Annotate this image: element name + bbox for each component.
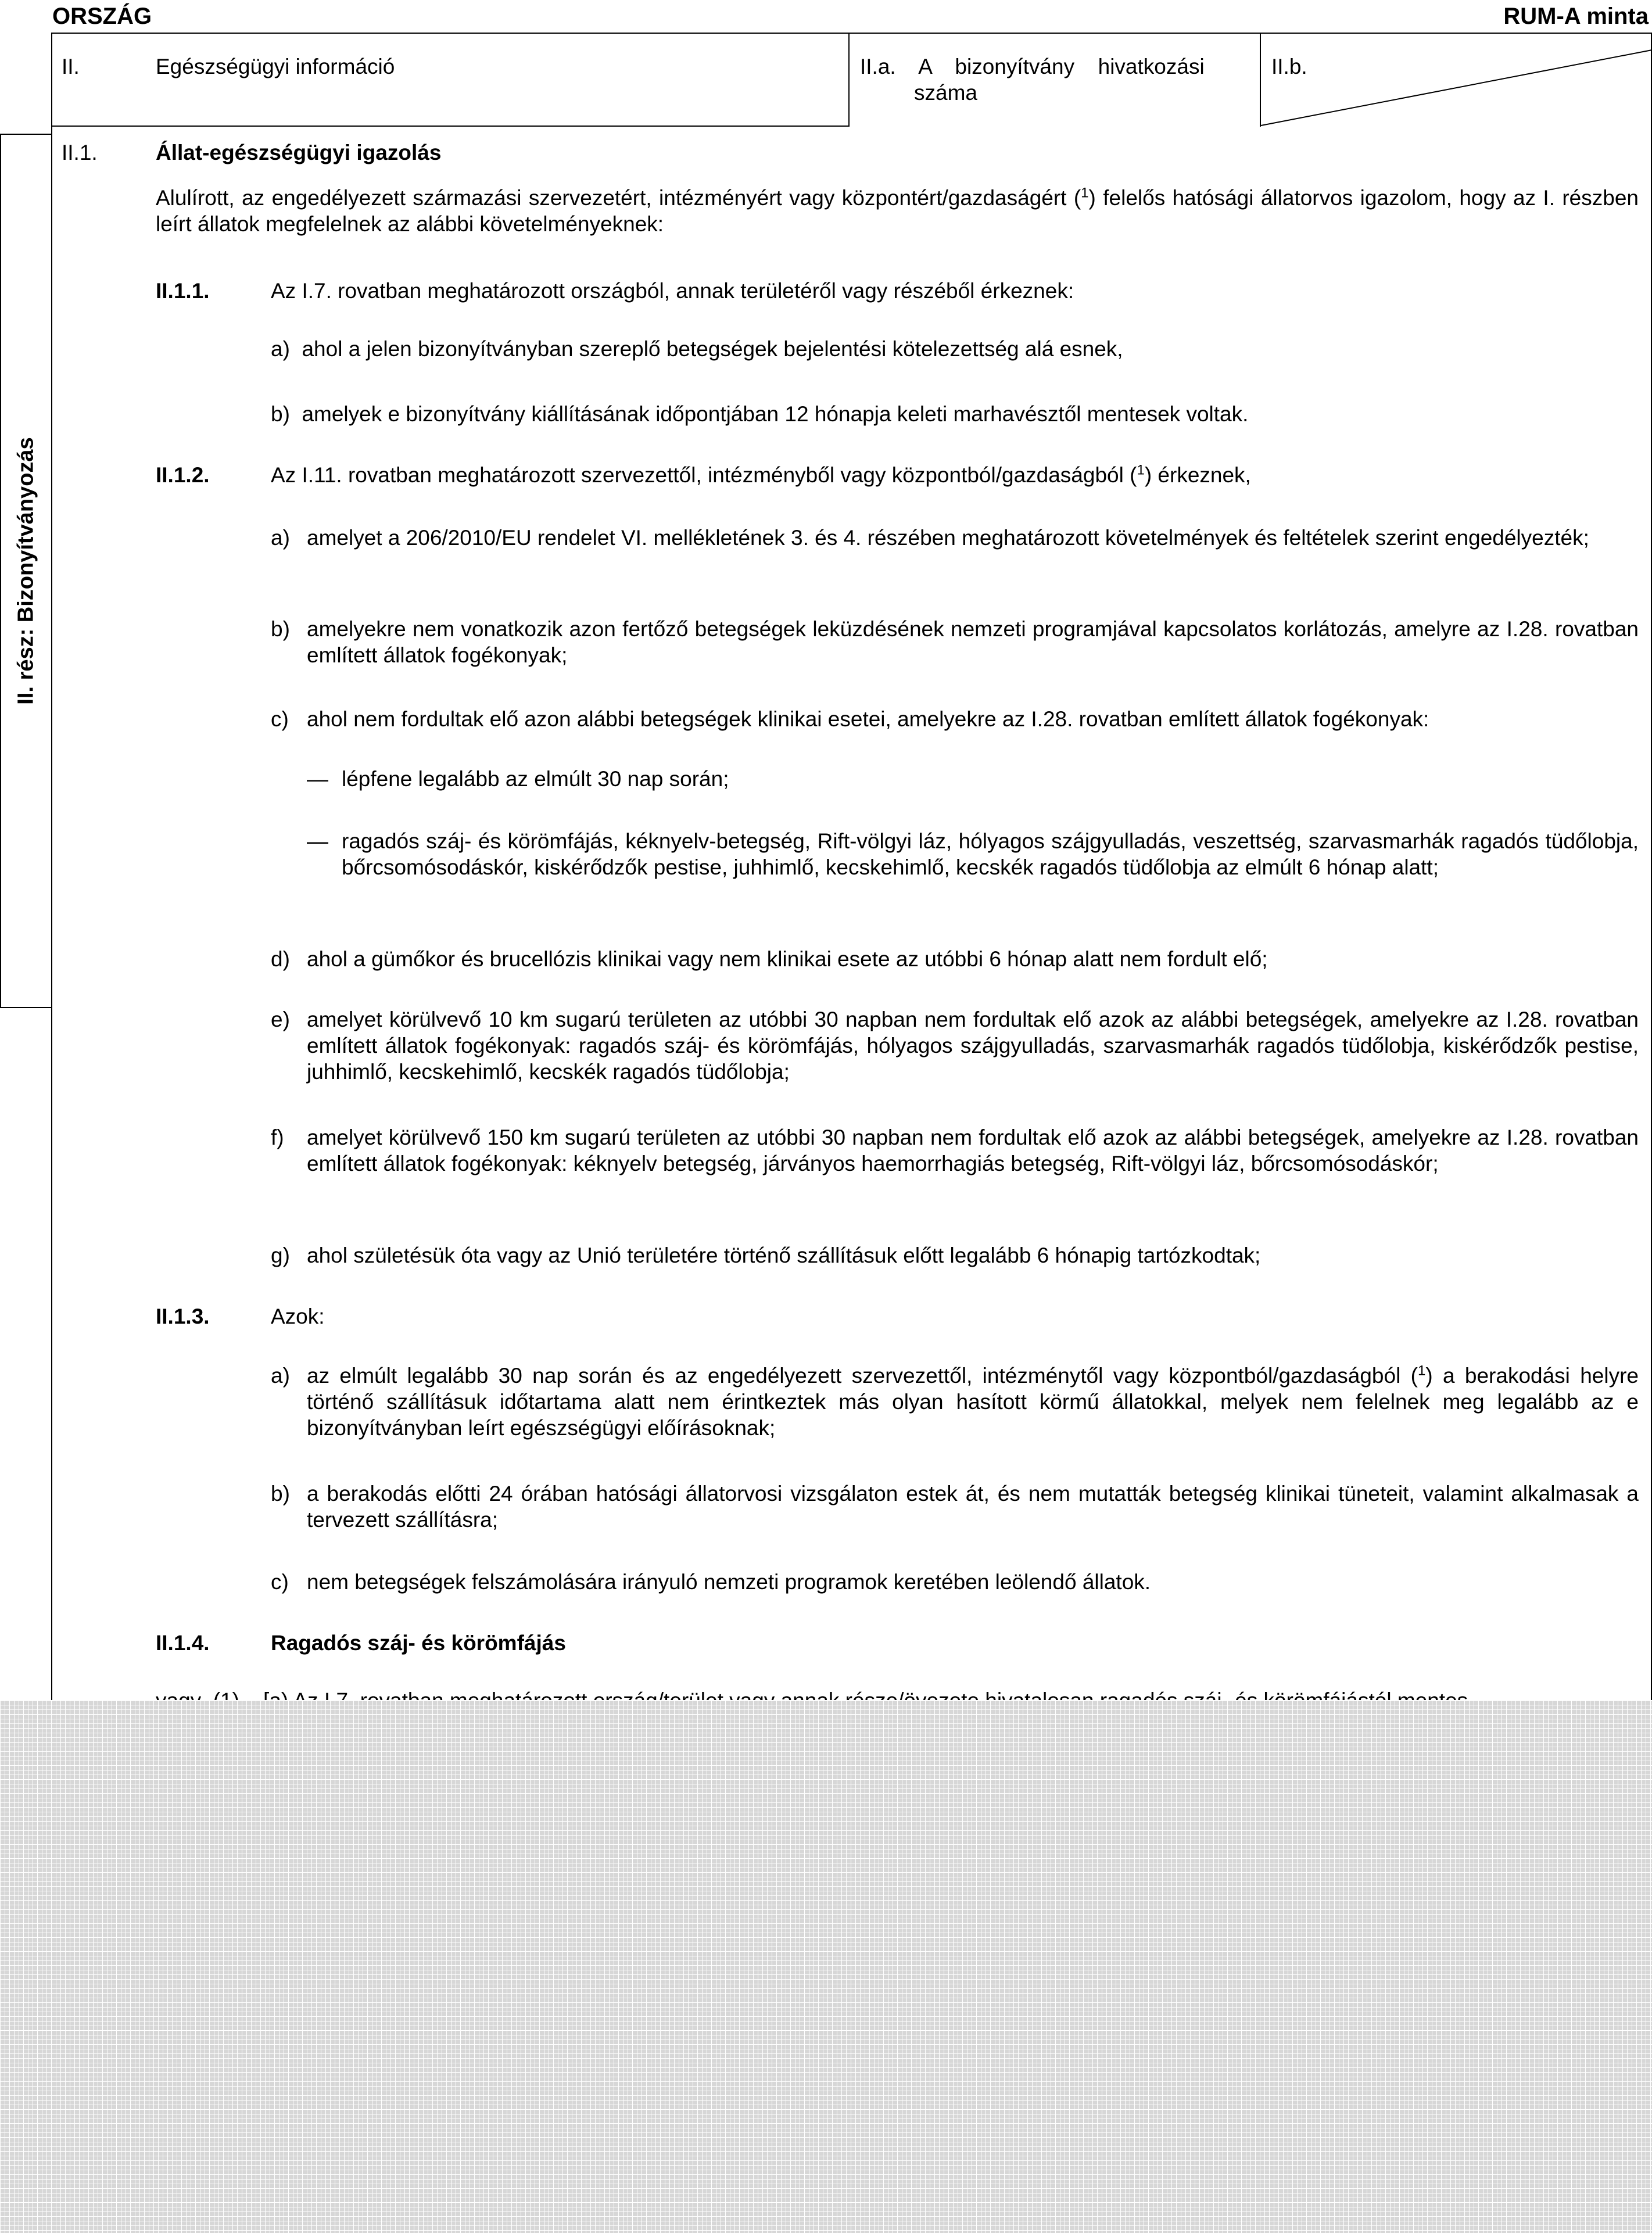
s113-text: Azok: xyxy=(271,1304,325,1328)
s112-item-c-label: c) xyxy=(271,707,289,731)
reference-b-label: II.b. xyxy=(1271,55,1307,78)
s112-item-c2: ragadós száj- és körömfájás, kéknyelv-betegség, Rift-völgyi láz, hólyagos szájgyulladás, veszettség, szarvasmarhák ragadós tüdőlobja, bőrcsomósodáskór, kiskérődzők pestise, juhhimlő, kecskehimlő, kecskék ragadós tüdőlobja az elmúlt 6 hónap alatt; xyxy=(342,829,1639,879)
model-label: RUM-A minta xyxy=(1503,3,1649,29)
dash-bullet: — xyxy=(307,829,328,853)
reference-number-label xyxy=(860,53,1249,106)
reference-number-label-line2: száma xyxy=(914,81,977,105)
reference-number-label-line1: II.a. A bizonyítvány hivatkozási xyxy=(860,55,1205,78)
section-number: II. xyxy=(62,55,80,78)
s113-item-a-label: a) xyxy=(271,1364,290,1388)
s1-intro-text: ) felelős hatósági állatorvos igazolom, hogy az I. részben leírt állatok megfelelnek az alábbi követelményeknek: xyxy=(156,186,1639,236)
s112-item-a-label: a) xyxy=(271,526,290,550)
s111-item-a: a) ahol a jelen bizonyítványban szereplő betegségek bejelentési kötelezettség alá esnek, xyxy=(271,337,1123,361)
s112-item-d-label: d) xyxy=(271,947,290,971)
dash-bullet: — xyxy=(307,767,328,791)
s1-intro-text: Alulírott, az engedélyezett származási szervezetért, intézményért vagy központért/gazdaságért ( xyxy=(156,186,1081,210)
s112-item-g-label: g) xyxy=(271,1243,290,1267)
country-label: ORSZÁG xyxy=(52,3,152,29)
section-title: Egészségügyi információ xyxy=(156,55,395,78)
s112-item-f: amelyet körülvevő 150 km sugarú területen az utóbbi 30 napban nem fordultak elő azok az alábbi betegségek, amelyekre az I.28. rovatban említett állatok fogékonyak: kéknyelv betegség, járványos haemorrhagiás betegség, Rift-völgyi láz, bőrcsomósodáskór; xyxy=(307,1126,1639,1175)
s113-item-c: nem betegségek felszámolására irányuló nemzeti programok keretében leölendő állatok. xyxy=(307,1570,1151,1594)
s113-item-b-label: b) xyxy=(271,1482,290,1506)
s114-title: Ragadós száj- és körömfájás xyxy=(271,1631,566,1655)
cropped-area xyxy=(0,1700,1652,2233)
s112-item-f-label: f) xyxy=(271,1126,284,1149)
side-label-text: II. rész: Bizonyítványozás xyxy=(13,437,38,705)
s112-item-d: ahol a gümőkor és brucellózis klinikai vagy nem klinikai esete az utóbbi 6 hónap alatt nem fordult elő; xyxy=(307,947,1268,971)
s113-item-a-text: az elmúlt legalább 30 nap során és az engedélyezett szervezettől, intézménytől vagy központból/gazdaságból ( xyxy=(307,1364,1418,1388)
s112-item-b: amelyekre nem vonatkozik azon fertőző betegségek leküzdésének nemzeti programjával kapcsolatos korlátozás, amelyre az I.28. rovatban említett állatok fogékonyak; xyxy=(307,617,1639,667)
s113-item-c-label: c) xyxy=(271,1570,289,1594)
struck-field xyxy=(1260,33,1652,127)
s112-text-part: ) érkeznek, xyxy=(1144,463,1251,487)
s112-item-e: amelyet körülvevő 10 km sugarú területen az utóbbi 30 napban nem fordultak elő azok az alábbi betegségek, amelyekre az I.28. rovatban említett állatok fogékonyak: ragadós száj- és körömfájás, hólyagos szájgyulladás, szarvasmarhák ragadós tüdőlobja, kiskérődzők pestise, juhhimlő, kecskehimlő, kecskék ragadós tüdőlobja; xyxy=(307,1008,1639,1084)
header-divider xyxy=(51,126,850,127)
s112-item-c1: lépfene legalább az elmúlt 30 nap során; xyxy=(342,767,729,791)
s114-partial-line xyxy=(156,1687,1639,1700)
s114-number: II.1.4. xyxy=(156,1631,210,1655)
s112-item-e-label: e) xyxy=(271,1008,290,1031)
s111-item-b: b) amelyek e bizonyítvány kiállításának időpontjában 12 hónapja keleti marhavésztől mentesek voltak. xyxy=(271,402,1249,426)
s112-text-part: Az I.11. rovatban meghatározott szervezettől, intézményből vagy központból/gazdaságból ( xyxy=(271,463,1137,487)
s111-number: II.1.1. xyxy=(156,279,210,303)
s113-item-a-text: ) a berakodási helyre történő szállításuk időtartama alatt nem érintkeztek más olyan hasított körmű állatokkal, melyek nem felelnek meg legalább az e bizonyítványban leírt egészségügyi előírásoknak; xyxy=(307,1364,1639,1440)
s111-text: Az I.7. rovatban meghatározott országból, annak területéről vagy részéből érkeznek: xyxy=(271,279,1074,303)
s1-title: Állat-egészségügyi igazolás xyxy=(156,141,442,164)
s112-item-b-label: b) xyxy=(271,617,290,641)
s113-item-b: a berakodás előtti 24 órában hatósági állatorvosi vizsgálaton estek át, és nem mutatták betegség klinikai tüneteit, valamint alkalmasak a tervezett szállításra; xyxy=(307,1482,1639,1532)
s112-item-c: ahol nem fordultak elő azon alábbi betegségek klinikai esetei, amelyekre az I.28. rovatban említett állatok fogékonyak: xyxy=(307,707,1429,731)
footnote-ref: 1 xyxy=(1417,1363,1426,1379)
s112-item-a: amelyet a 206/2010/EU rendelet VI. mellékletének 3. és 4. részében meghatározott követelmények és feltételek szerint engedélyezték; xyxy=(307,526,1589,550)
s1-number: II.1. xyxy=(62,141,98,164)
footnote-ref: 1 xyxy=(1137,462,1145,478)
s112-text xyxy=(271,462,1251,488)
s112-number: II.1.2. xyxy=(156,463,210,487)
s112-item-g: ahol születésük óta vagy az Unió területére történő szállításuk előtt legalább 6 hónapig tartózkodtak; xyxy=(307,1243,1261,1267)
s113-item-a xyxy=(307,1363,1639,1441)
footnote-ref: 1 xyxy=(1081,185,1089,201)
side-label xyxy=(0,134,52,1008)
header-divider xyxy=(848,33,850,127)
s113-number: II.1.3. xyxy=(156,1304,210,1328)
s1-intro xyxy=(156,185,1639,237)
